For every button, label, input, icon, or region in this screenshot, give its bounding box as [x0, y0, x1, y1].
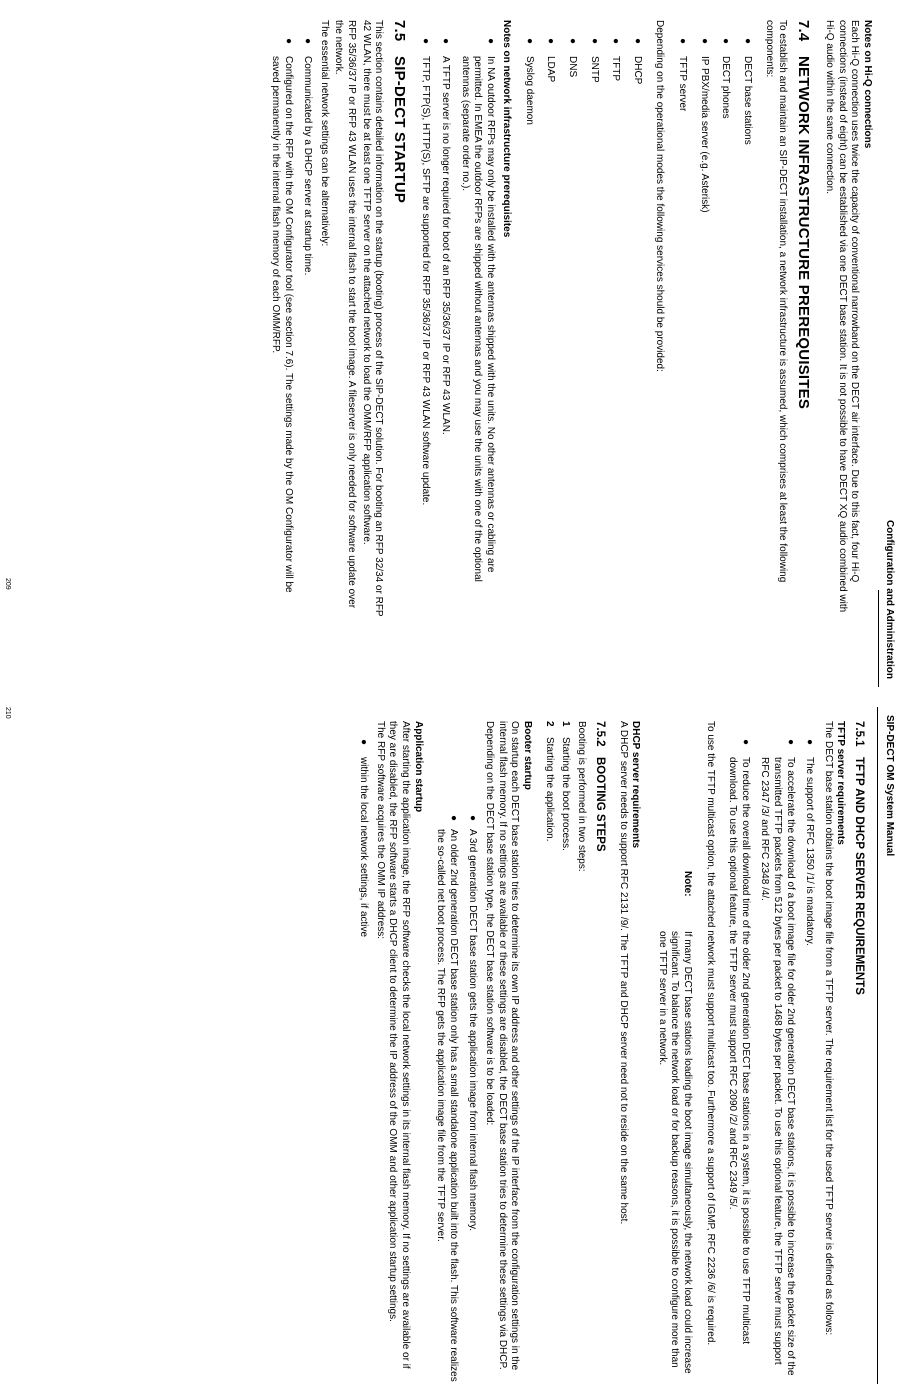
list-item: ● DECT phones — [720, 38, 732, 119]
list-item: ● To accelerate the download of a boot image file for older 2nd generation DECT base stations, it is possible to increase the packet size of the transmitted TFTP packets from 512 bytes per packet to 1468 bytes per packet. To use this optional feature, the TFTP server must support RFC 2347 /3/ and RFC 2348 /4/. — [759, 739, 796, 1376]
app-list — [357, 721, 370, 1384]
sec75-paragraph: This section contains detailed information on the startup (booting) process of the SIP-DECT solution. For booting an RFP 32/34 or RFP 42 WLAN, there must be at least one TFTP server on the attached network to load the OMM/RFP application software. — [360, 20, 385, 617]
page-header: Configuration and Administration — [884, 519, 895, 679]
list-item: ● TFTP — [610, 38, 622, 81]
list-item: ● In NA outdoor RFPs may only be installed with the antennas shipped with the units. No other antennas or cabling are permitted. In EMEA the outdoor RFPs are shipped without antennas and you may use the units with one of the optional antennas (separate order no.). — [459, 38, 496, 582]
list-item: ● To reduce the overall download time of the older 2nd generation DECT base stations in a system, it is possible to use TFTP multicast download. To use this optional feature, the TFTP server must support RFC 2090 /2/ and RFC 2349 /5/. — [727, 739, 751, 1344]
list-item: ● DNS — [567, 38, 579, 78]
header-rule — [877, 707, 878, 1384]
tftp-intro: The DECT base station obtains the boot image file from a TFTP server. The requirement list for the used TFTP server is defined as follows: — [822, 721, 834, 1336]
settings-list — [268, 20, 313, 617]
section-heading-7-4: 7.4NETWORK INFRASTRUCTURE PREREQUISITES — [794, 20, 812, 410]
list-item: ● DHCP — [631, 38, 643, 85]
header-rule — [878, 590, 879, 687]
list-item: 2 Starting the application. — [544, 721, 556, 842]
steps-list — [543, 721, 571, 1384]
section-heading-7-5-2: 7.5.2BOOTING STEPS — [594, 721, 607, 852]
page-content — [258, 0, 873, 697]
list-item: ● An older 2nd generation DECT base station only has a small standalone application built into the flash. This software realizes the so-called net boot process. The RFP gets the application image file from the TFTP server. — [435, 815, 459, 1382]
app-text: After starting the application image, the RFP software checks the local network settings in its internal flash memory. If no settings are available or if they are disabled, the RFP software starts a DHCP client to determine the IP address of the OMM and other application startup settings. — [387, 721, 411, 1369]
app-heading: Application startup — [412, 721, 424, 813]
note-label: Note: — [682, 871, 694, 897]
page-number: 209 — [4, 578, 11, 590]
notes-heading: Notes on network infrastructure prerequisites — [501, 20, 513, 238]
section-heading-7-5-1: 7.5.1TFTP AND DHCP SERVER REQUIREMENTS — [853, 721, 865, 995]
services-list — [522, 20, 643, 617]
page-210 — [0, 697, 901, 1394]
components-list — [675, 20, 752, 617]
list-item: 1 Starting the boot process. — [559, 721, 571, 851]
booter-list — [434, 811, 479, 1384]
list-item: ● SNTP — [588, 38, 600, 83]
booter-heading: Booter startup — [521, 721, 533, 790]
tftp-heading: TFTP server requirements — [835, 721, 847, 845]
section-heading-7-5: 7.5SIP-DECT STARTUP — [390, 20, 408, 204]
tftp-list — [726, 721, 816, 1384]
list-item: ● Communicated by a DHCP server at startup time. — [302, 38, 314, 276]
sec75-paragraph: RFP 35/36/37 IP or RFP 43 WLAN uses the internal flash to start the boot image. A fileserver is only needed for software update over the network. — [333, 20, 357, 609]
sec75-paragraph: The essential network settings can be alternatively: — [318, 20, 330, 247]
list-item: ● TFTP server — [677, 38, 689, 112]
list-item: ● A 3rd generation DECT base station gets the application image from internal flash memory. — [467, 815, 479, 1232]
list-item: ● A TFTP server is no longer required for boot of an RFP 35/36/37 IP or RFP 43 WLAN. — [439, 38, 451, 435]
note-block — [655, 721, 693, 1384]
notes-list — [419, 20, 496, 617]
list-item: ● LDAP — [545, 38, 557, 83]
list-item: ● Configured on the RFP with the OM Configurator tool (see section 7.6). The settings made by the OM Configurator will be saved permanently in the internal flash memory of each OMM/RFP. — [270, 38, 294, 593]
sec74-intro: To establish and maintain an SIP-DECT installation, a network infrastructure is assumed, which comprises at least the following components: — [764, 20, 789, 583]
list-item: ● The support of RFC 1350 /1/ is mandatory. — [804, 739, 816, 946]
booting-intro: Booting is performed in two steps: — [576, 721, 588, 872]
app-text: The RFP software acquires the OMM IP address: — [374, 721, 386, 940]
booter-text: On startup each DECT base station tries to determine its own IP address and other settings of the IP interface from the configuration settings in the internal flash memory. If no settings are available or these settings are disabled, the DECT base station tries to determine these settings via DHCP. Depending on the DECT base station type, the DECT base station software is to be loaded: — [483, 721, 521, 1371]
list-item: ● within the local network settings, if active — [358, 739, 370, 938]
page-content — [347, 697, 873, 1394]
list-item: ● IP PBX/media server (e.g. Asterisk) — [698, 38, 710, 213]
hiq-heading: Notes on Hi-Q connections — [862, 20, 873, 149]
dhcp-text: A DHCP server needs to support RFC 2131 /9/. The TFTP and DHCP server need not to reside on the same host. — [617, 721, 629, 1225]
page-header: SIP-DECT OM System Manual — [884, 715, 895, 857]
page-number: 210 — [4, 707, 11, 719]
dhcp-heading: DHCP server requirements — [630, 721, 642, 849]
modes-intro: Depending on the operational modes the following services should be provided: — [654, 20, 666, 372]
list-item: ● DECT base stations — [741, 38, 753, 145]
multicast-text: To use the TFTP multicast option, the attached network must support multicast too. Furthermore a support of IGMP, RFC 2236 /6/ is required. — [704, 721, 716, 1346]
list-item: ● Syslog daemon — [523, 38, 535, 125]
list-item: ● TFTP, FTP(S), HTTP(S), SFTP are supported for RFP 35/36/37 IP or RFP 43 WLAN software update. — [420, 38, 432, 506]
note-text: If many DECT base stations loading the boot image simultaneously, the network load could increase significant. To balance the network load or for backup reasons, it is possible to configure more than one TFTP server in a network. — [656, 931, 694, 1374]
hiq-text: Each Hi-Q connection uses twice the capacity of conventional narrowband on the DECT air interface. Due to this fact, four Hi-Q connections (instead of eight) can be established via one DECT base station. It is not possible to have DECT XQ audio combined with Hi-Q audio within the same connection. — [824, 20, 861, 613]
